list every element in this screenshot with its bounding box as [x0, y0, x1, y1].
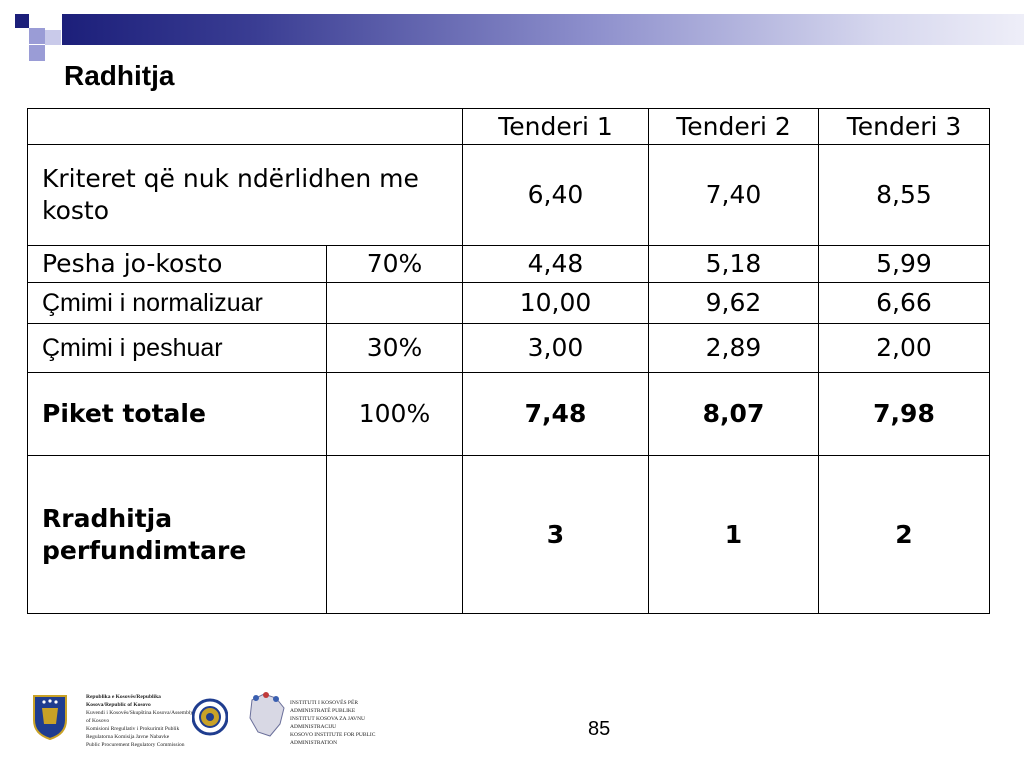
kosovo-map-logo-icon	[246, 690, 288, 740]
kosovo-coat-of-arms-icon	[32, 694, 68, 740]
commission-line: Komisioni Rregullativ i Prokurimit Publik	[86, 725, 180, 732]
table-row	[28, 283, 990, 324]
cell-value: 6,40	[463, 145, 649, 246]
institute-line: KOSOVO INSTITUTE FOR PUBLIC ADMINISTRATION	[290, 731, 376, 746]
cell-value: 7,98	[819, 373, 990, 456]
row-weight: 30%	[327, 324, 463, 373]
row-label: Piket totale	[28, 373, 327, 456]
decor-square-light	[45, 30, 61, 45]
cell-value: 7,48	[463, 373, 649, 456]
cell-value: 2,00	[819, 324, 990, 373]
decor-square-navy	[15, 14, 29, 28]
row-label: Çmimi i normalizuar	[28, 283, 327, 324]
row-weight: 70%	[327, 246, 463, 283]
ranking-table	[27, 108, 990, 614]
row-weight	[327, 283, 463, 324]
cell-value: 2	[819, 456, 990, 614]
row-weight	[327, 456, 463, 614]
commission-line: Regulatorna Komisija Javne Nabavke	[86, 733, 170, 740]
table-row	[28, 373, 990, 456]
table-header-row	[28, 109, 990, 145]
table-row	[28, 145, 990, 246]
row-label: Pesha jo-kosto	[28, 246, 327, 283]
cell-value: 3	[463, 456, 649, 614]
institute-line: INSTITUTI I KOSOVËS PËR ADMINISTRATË PUBLIKE	[290, 700, 358, 714]
table-row	[28, 456, 990, 614]
cell-value: 7,40	[649, 145, 819, 246]
cell-value: 10,00	[463, 283, 649, 324]
row-label: Kriteret që nuk ndërlidhen me kosto	[28, 145, 463, 246]
cell-value: 8,55	[819, 145, 990, 246]
row-label: Çmimi i peshuar	[28, 324, 327, 373]
cell-value: 9,62	[649, 283, 819, 324]
cell-value: 1	[649, 456, 819, 614]
header-gradient-bar	[62, 14, 1024, 45]
cell-value: 5,99	[819, 246, 990, 283]
cell-value: 4,48	[463, 246, 649, 283]
commission-line: Republika e Kosovës/Republika Kosova/Republic of Kosovo	[86, 694, 161, 708]
table-row	[28, 324, 990, 373]
cell-value: 3,00	[463, 324, 649, 373]
header-empty-cell	[28, 109, 463, 145]
table-row	[28, 246, 990, 283]
cell-value: 5,18	[649, 246, 819, 283]
header-tender-2: Tenderi 2	[649, 109, 819, 145]
cell-value: 2,89	[649, 324, 819, 373]
decor-square-lavender	[29, 28, 45, 44]
institute-text	[290, 700, 380, 748]
page-number: 85	[588, 718, 611, 740]
institute-line: INSTITUT KOSOVA ZA JAVNU ADMINISTRACIJU	[290, 715, 366, 730]
cell-value: 8,07	[649, 373, 819, 456]
slide-title: Radhitja	[64, 60, 175, 91]
institute-seal-icon	[192, 694, 228, 740]
commission-line: Kuvendi i Kosovës/Skupština Kosova/Assembly of Kosovo	[86, 709, 194, 724]
commission-text	[86, 694, 196, 750]
commission-line: Public Procurement Regulatory Commission	[86, 741, 185, 748]
header-tender-1: Tenderi 1	[463, 109, 649, 145]
row-weight: 100%	[327, 373, 463, 456]
decor-square-lavender	[29, 45, 45, 61]
cell-value: 6,66	[819, 283, 990, 324]
row-label: Rradhitja perfundimtare	[28, 456, 327, 614]
header-tender-3: Tenderi 3	[819, 109, 990, 145]
